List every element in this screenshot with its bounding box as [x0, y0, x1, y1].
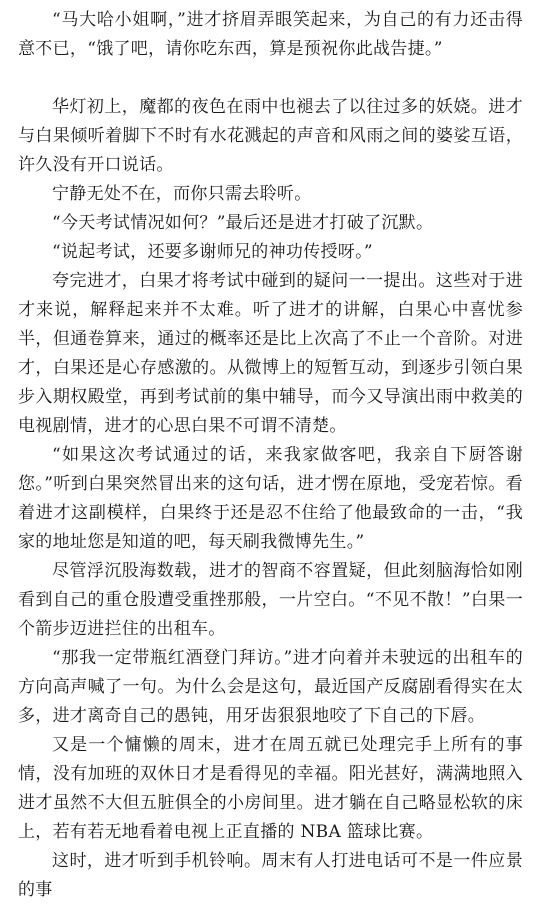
paragraph-2: 华灯初上，魔都的夜色在雨中也褪去了以往过多的妖娆。进才与白果倾听着脚下不时有水花溅起的声音和风雨之间的婆娑互语，许久没有开口说话。	[18, 97, 523, 175]
paragraph-7: “如果这次考试通过的话，来我家做客吧，我亲自下厨答谢您。”听到白果突然冒出来的这句话，进才愣在原地，受宠若惊。看着进才这副模样，白果终于还是忍不住给了他最致命的一击，“我家的地址您是知道的吧，每天刷我微博先生。”	[18, 445, 523, 552]
paragraph-10: 又是一个慵懒的周末，进才在周五就已处理完手上所有的事情，没有加班的双休日才是看得见的幸福。阳光甚好，满满地照入进才虽然不大但五脏俱全的小房间里。进才躺在自己略显松软的床上，若有若无地看着电视上正直播的 NBA 篮球比赛。	[18, 735, 523, 842]
paragraph-3: 宁静无处不在，而你只需去聆听。	[52, 184, 312, 204]
paragraph-8: 尽管浮沉股海数载，进才的智商不容置疑，但此刻脑海恰如刚看到自己的重仓股遭受重挫那般，一片空白。“不见不散！”白果一个箭步迈进拦住的出租车。	[18, 561, 523, 639]
paragraph-spacer	[18, 64, 523, 93]
paragraph-5: “说起考试，还要多谢师兄的神功传授呀。”	[52, 242, 373, 262]
paragraph-9: “那我一定带瓶红酒登门拜访。”进才向着并未驶远的出租车的方向高声喊了一句。为什么会是这句，最近国产反腐剧看得实在太多，进才离奇自己的愚钝，用牙齿狠狠地咬了下自己的下唇。	[18, 648, 523, 726]
paragraph-4: “今天考试情况如何？”最后还是进才打破了沉默。	[52, 213, 434, 233]
paragraph-11: 这时，进才听到手机铃响。周末有人打进电话可不是一件应景的事	[18, 851, 523, 900]
paragraph-6: 夸完进才，白果才将考试中碰到的疑问一一提出。这些对于进才来说，解释起来并不太难。听了进才的讲解，白果心中喜忧参半，但通卷算来，通过的概率还是比上次高了不止一个音阶。对进才，白果还是心存感激的。从微博上的短暂互动，到逐步引领白果步入期权殿堂，再到考试前的集中辅导，而今又导演出雨中救美的电视剧情，进才的心思白果不可谓不清楚。	[18, 271, 523, 436]
paragraph-1: “马大哈小姐啊，”进才挤眉弄眼笑起来，为自己的有力还击得意不已，“饿了吧，请你吃东西，算是预祝你此战告捷。”	[18, 10, 523, 59]
